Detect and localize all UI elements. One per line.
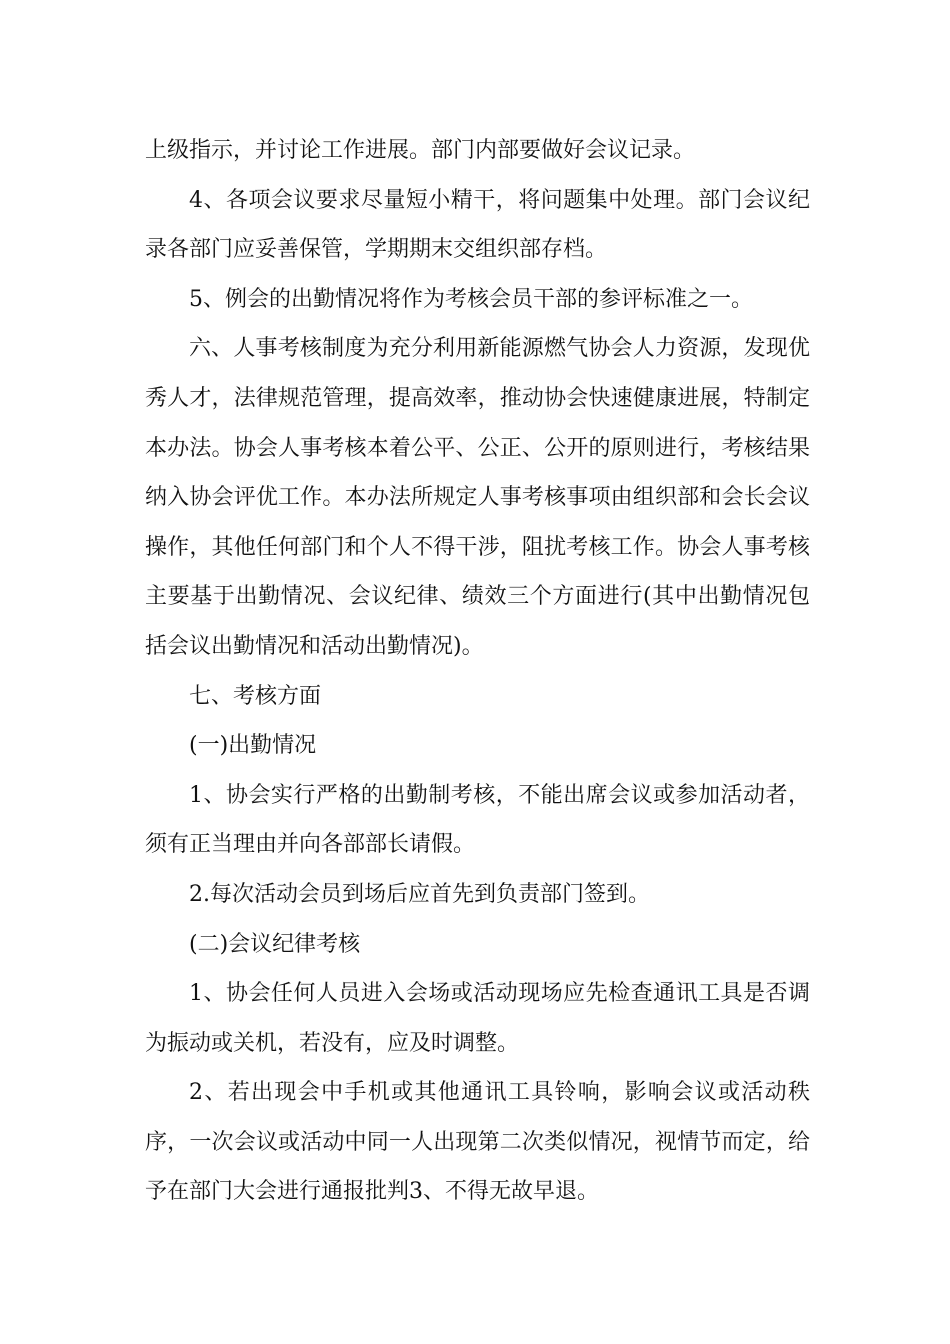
paragraph-7: 1、协会实行严格的出勤制考核，不能出席会议或参加活动者，须有正当理由并向各部部长请假。 — [145, 782, 810, 858]
paragraph-11: 2、若出现会中手机或其他通讯工具铃响，影响会议或活动秩序，一次会议或活动中同一人出现第二次类似情况，视情节而定，给予在部门大会进行通报批判3、不得无故早退。 — [145, 1080, 810, 1205]
subsection-heading-discipline: (二)会议纪律考核 — [189, 931, 361, 957]
paragraph-2: 4、各项会议要求尽量短小精干，将问题集中处理。部门会议纪录各部门应妥善保管，学期期末交组织部存档。 — [145, 187, 810, 263]
paragraph-1: 上级指示，并讨论工作进展。部门内部要做好会议记录。 — [145, 138, 696, 163]
paragraph-3: 5、例会的出勤情况将作为考核会员干部的参评标准之一。 — [189, 286, 753, 312]
paragraph-8: 2.每次活动会员到场后应首先到负责部门签到。 — [189, 881, 650, 907]
paragraph-10: 1、协会任何人员进入会场或活动现场应先检查通讯工具是否调为振动或关机，若没有，应及时调整。 — [145, 981, 810, 1056]
section-heading-assessment: 七、考核方面 — [189, 683, 322, 709]
subsection-heading-attendance: (一)出勤情况 — [189, 733, 317, 759]
document-body — [145, 126, 810, 1217]
paragraph-4: 六、人事考核制度为充分利用新能源燃气协会人力资源，发现优秀人才，法律规范管理，提高效率，推动协会快速健康进展，特制定本办法。协会人事考核本着公平、公正、公开的原则进行，考核结果纳入协会评优工作。本办法所规定人事考核事项由组织部和会长会议操作，其他任何部门和个人不得干涉，阻扰考核工作。协会人事考核主要基于出勤情况、会议纪律、绩效三个方面进行(其中出勤情况包括会议出勤情况和活动出勤情况)。 — [145, 336, 810, 659]
